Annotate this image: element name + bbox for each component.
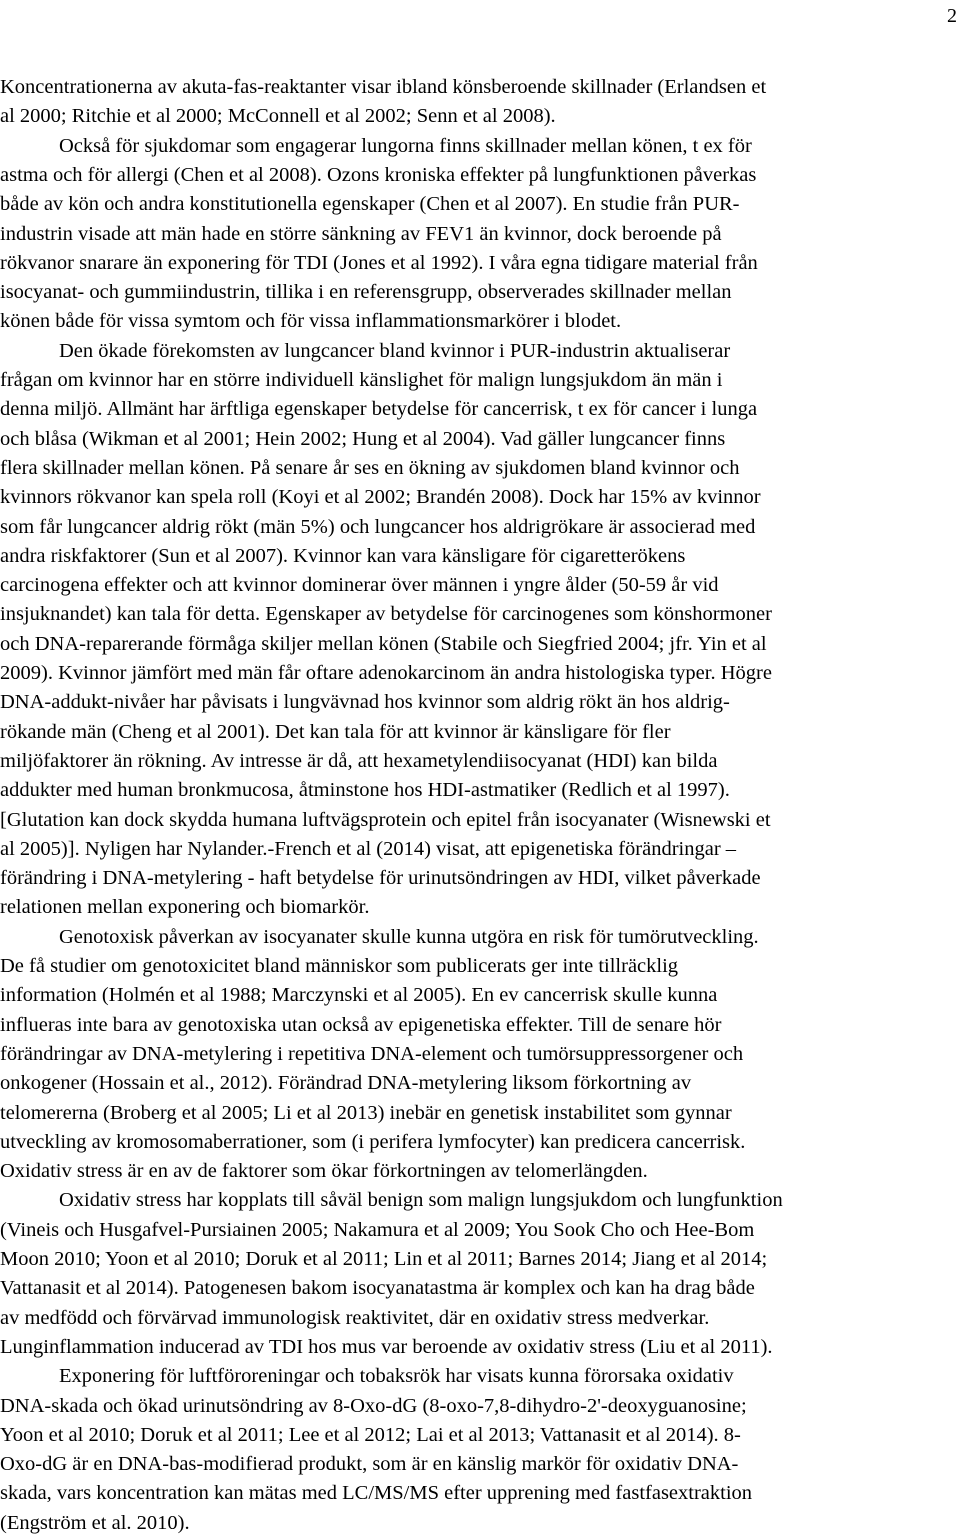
text-line: Oxo-dG är en DNA-bas-modifierad produkt, som är en känslig markör för oxidativ DNA- (0, 1453, 739, 1476)
text-line: kvinnors rökvanor kan spela roll (Koyi et al 2002; Brandén 2008). Dock har 15% av kvinnor (0, 486, 761, 509)
text-line: De få studier om genotoxicitet bland människor som publicerats ger inte tillräcklig (0, 955, 679, 977)
text-line: industrin visade att män hade en större sänkning av FEV1 än kvinnor, dock beroende på (0, 222, 722, 245)
text-line: denna miljö. Allmänt har ärftliga egenskaper betydelse för cancerrisk, t ex för cancer i lunga (0, 398, 758, 421)
text-line: Vattanasit et al 2014). Patogenesen bakom isocyanatastma är komplex och kan ha drag både (0, 1277, 755, 1300)
text-line: influeras inte bara av genotoxiska utan också av epigenetiska effekter. Till de senare hör (0, 1013, 722, 1036)
text-line: information (Holmén et al 1988; Marczynski et al 2005). En ev cancerrisk skulle kunna (0, 984, 718, 1007)
text-line: DNA-addukt-nivåer har påvisats i lungvävnad hos kvinnor som aldrig rökt än hos aldrig- (0, 691, 730, 714)
text-line: Genotoxisk påverkan av isocyanater skulle kunna utgöra en risk för tumörutveckling. (59, 925, 759, 948)
text-line: Exponering för luftföroreningar och tobaksrök har visats kunna förorsaka oxidativ (59, 1365, 734, 1388)
text-line: [Glutation kan dock skydda humana luftvägsprotein och epitel från isocyanater (Wisnewski et (0, 808, 771, 831)
text-line: av medfödd och förvärvad immunologisk reaktivitet, där en oxidativ stress medverkar. (0, 1306, 710, 1329)
text-line: Lunginflammation inducerad av TDI hos mus var beroende av oxidativ stress (Liu et al 2011). (0, 1335, 773, 1358)
text-line: DNA-skada och ökad urinutsöndring av 8-Oxo-dG (8-oxo-7,8-dihydro-2'-deoxyguanosine; (0, 1394, 747, 1417)
text-line: (Vineis och Husgafvel-Pursiainen 2005; Nakamura et al 2009; You Sook Cho och Hee-Bom (0, 1218, 755, 1241)
text-line: carcinogena effekter och att kvinnor dominerar över männen i yngre ålder (50-59 år vid (0, 574, 719, 597)
text-line: addukter med human bronkmucosa, åtminstone hos HDI-astmatiker (Redlich et al 1997). (0, 779, 730, 802)
text-line: al 2000; Ritchie et al 2000; McConnell et al 2002; Senn et al 2008). (0, 105, 556, 128)
text-line: rökande män (Cheng et al 2001). Det kan tala för att kvinnor är känsligare för fler (0, 720, 671, 743)
text-line: Oxidativ stress är en av de faktorer som ökar förkortningen av telomerlängden. (0, 1160, 648, 1183)
text-line: Den ökade förekomsten av lungcancer bland kvinnor i PUR-industrin aktualiserar (59, 339, 731, 362)
text-line: flera skillnader mellan könen. På senare år ses en ökning av sjukdomen bland kvinnor och (0, 456, 740, 479)
text-line: insjuknandet) kan tala för detta. Egenskaper av betydelse för carcinogenes som könshormoner (0, 603, 772, 626)
text-line: Också för sjukdomar som engagerar lungorna finns skillnader mellan könen, t ex för (59, 134, 752, 157)
text-line: 2009). Kvinnor jämfört med män får oftare adenokarcinom än andra histologiska typer. Högre (0, 662, 772, 684)
text-line: rökvanor snarare än exponering för TDI (Jones et al 1992). I våra egna tidigare material från (0, 251, 758, 274)
text-line: miljöfaktorer än rökning. Av intresse är då, att hexametylendiisocyanat (HDI) kan bilda (0, 749, 718, 772)
text-line: relationen mellan exponering och biomarkör. (0, 896, 370, 919)
text-line: al 2005)]. Nyligen har Nylander.-French et al (2014) visat, att epigenetiska förändringar – (0, 837, 737, 860)
text-line: andra riskfaktorer (Sun et al 2007). Kvinnor kan vara känsligare för cigaretterökens (0, 544, 686, 567)
text-line: förändringar av DNA-metylering i repetitiva DNA-element och tumörsuppressorgener och (0, 1042, 744, 1065)
page-number: 2 (947, 5, 957, 27)
text-line: frågan om kvinnor har en större individuell känslighet för malign lungsjukdom än män i (0, 369, 723, 391)
text-line: både av kön och andra konstitutionella egenskaper (Chen et al 2007). En studie från PUR- (0, 193, 740, 216)
text-line: astma och för allergi (Chen et al 2008). Ozons kroniska effekter på lungfunktionen påverkas (0, 163, 757, 186)
text-line: isocyanat- och gummiindustrin, tillika i en referensgrupp, observerades skillnader mellan (0, 281, 732, 304)
text-line: och DNA-reparerande förmåga skiljer mellan könen (Stabile och Siegfried 2004; jfr. Yin et al (0, 632, 767, 655)
text-line: utveckling av kromosomaberrationer, som (i perifera lymfocyter) kan predicera cancerrisk. (0, 1130, 746, 1153)
text-line: Moon 2010; Yoon et al 2010; Doruk et al 2011; Lin et al 2011; Barnes 2014; Jiang et al 2014; (0, 1248, 768, 1270)
text-line: (Engström et al. 2010). (0, 1511, 190, 1534)
text-line: telomererna (Broberg et al 2005; Li et al 2013) inebär en genetisk instabilitet som gynnar (0, 1101, 732, 1124)
text-line: Koncentrationerna av akuta-fas-reaktanter visar ibland könsberoende skillnader (Erlandsen et (0, 76, 767, 98)
text-line: könen både för vissa symtom och för vissa inflammationsmarkörer i blodet. (0, 310, 622, 333)
text-line: Yoon et al 2010; Doruk et al 2011; Lee et al 2012; Lai et al 2013; Vattanasit et al 2014). 8- (0, 1423, 741, 1446)
text-line: förändring i DNA-metylering - haft betydelse för urinutsöndringen av HDI, vilket påverkade (0, 867, 761, 890)
text-line: onkogener (Hossain et al., 2012). Förändrad DNA-metylering liksom förkortning av (0, 1072, 692, 1095)
text-line: som får lungcancer aldrig rökt (män 5%) och lungcancer hos aldrigrökare är associerad med (0, 515, 756, 538)
text-line: och blåsa (Wikman et al 2001; Hein 2002; Hung et al 2004). Vad gäller lungcancer finns (0, 427, 726, 450)
text-line: skada, vars koncentration kan mätas med LC/MS/MS efter upprening med fastfasextraktion (0, 1482, 753, 1505)
text-line: Oxidativ stress har kopplats till såväl benign som malign lungsjukdom och lungfunktion (59, 1189, 783, 1212)
